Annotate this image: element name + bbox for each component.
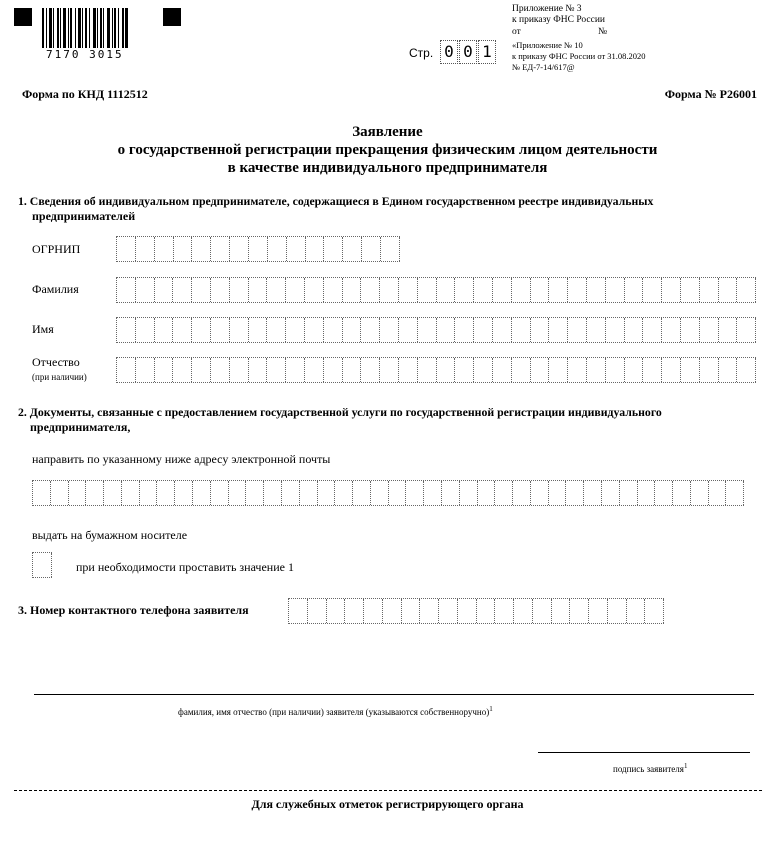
- section2-heading-line2: предпринимателя,: [30, 420, 131, 434]
- page-label: Стр.: [409, 46, 434, 60]
- barcode: [42, 8, 150, 48]
- paper-checkbox[interactable]: [32, 552, 52, 578]
- annex-line-5: к приказу ФНС России от 31.08.2020: [512, 51, 646, 61]
- annex-line-2: к приказу ФНС России: [512, 15, 605, 25]
- fio-caption-text: фамилия, имя отчество (при наличии) заявителя (указываются собственноручно): [178, 707, 490, 717]
- annex-line-4: «Приложение № 10: [512, 40, 583, 50]
- section2-heading-line1: 2. Документы, связанные с предоставлением государственной услуги по государственной регистрации индивидуального: [18, 405, 662, 419]
- fio-line: [34, 694, 754, 695]
- email-label: направить по указанному ниже адресу электронной почты: [32, 452, 331, 466]
- page-digit-3: 1: [478, 40, 496, 64]
- paper-hint: при необходимости проставить значение 1: [76, 560, 294, 574]
- patronymic-note: (при наличии): [32, 372, 87, 382]
- ogrnip-label: ОГРНИП: [32, 242, 81, 256]
- signature-line: [538, 752, 750, 753]
- email-field[interactable]: [32, 480, 744, 506]
- page-digit-1: 0: [440, 40, 458, 64]
- footer-divider: [14, 790, 762, 791]
- annex-line-1: Приложение № 3: [512, 4, 582, 14]
- office-marks-heading: Для служебных отметок регистрирующего органа: [251, 797, 524, 811]
- fio-caption: [178, 705, 493, 717]
- page-digit-2: 0: [459, 40, 477, 64]
- annex-line-3-no: №: [598, 27, 608, 37]
- annex-line-6: № ЕД-7-14/617@: [512, 62, 575, 72]
- name-label: Имя: [32, 322, 54, 336]
- section1-heading-line1: 1. Сведения об индивидуальном предпринимателе, содержащиеся в Едином государственном реестре индивидуальных: [18, 194, 654, 208]
- patronymic-label: Отчество: [32, 355, 80, 369]
- sign-caption: [613, 762, 687, 774]
- form-knd: Форма по КНД 1112512: [22, 87, 148, 101]
- title-line-2: о государственной регистрации прекращения физическим лицом деятельности: [117, 142, 658, 158]
- barcode-digits: 7170 3015: [46, 48, 124, 61]
- corner-marker-left: [14, 8, 32, 26]
- surname-field[interactable]: [116, 277, 756, 303]
- phone-field[interactable]: [288, 598, 664, 624]
- corner-marker-right: [163, 8, 181, 26]
- section1-heading: [18, 194, 758, 224]
- section2-heading: [18, 405, 758, 435]
- annex-line-3-from: от: [512, 27, 521, 37]
- title-line-1: Заявление: [352, 124, 423, 140]
- section1-heading-line2: предпринимателей: [32, 209, 136, 223]
- fio-caption-sup: 1: [489, 705, 493, 713]
- surname-label: Фамилия: [32, 282, 79, 296]
- ogrnip-field[interactable]: [116, 236, 400, 262]
- sign-caption-sup: 1: [683, 762, 688, 770]
- paper-label: выдать на бумажном носителе: [32, 528, 188, 542]
- form-number: Форма № Р26001: [664, 87, 757, 101]
- name-field[interactable]: [116, 317, 756, 343]
- patronymic-field[interactable]: [116, 357, 756, 383]
- sign-caption-text: подпись заявителя: [613, 764, 684, 774]
- title-line-3: в качестве индивидуального предпринимателя: [227, 160, 548, 176]
- section3-heading: 3. Номер контактного телефона заявителя: [18, 603, 249, 617]
